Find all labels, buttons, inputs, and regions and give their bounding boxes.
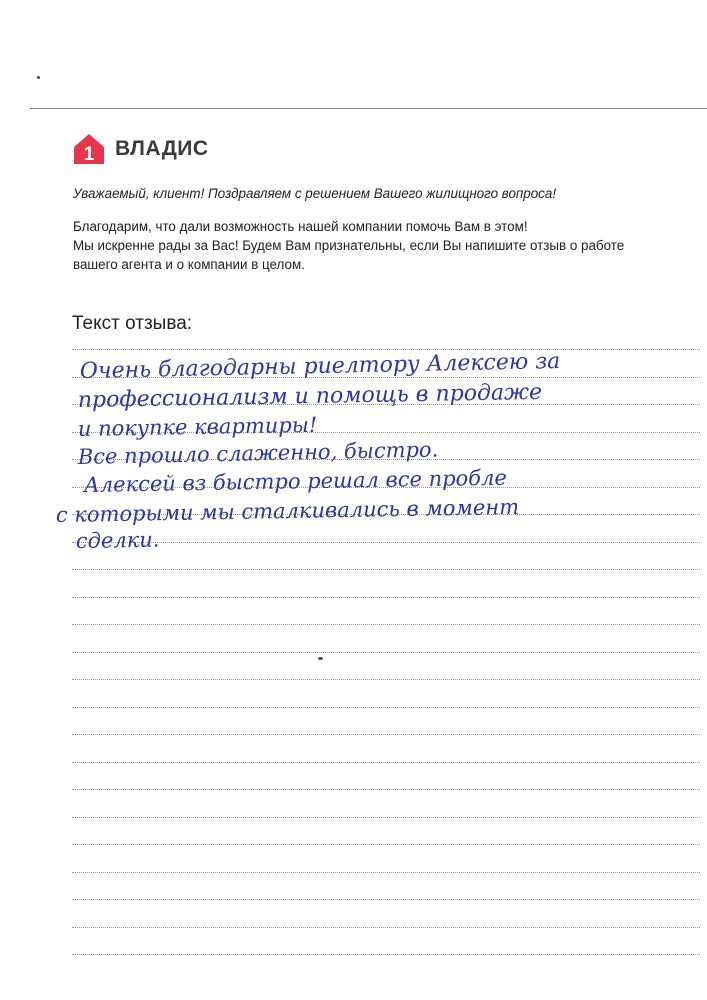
scan-speck xyxy=(318,657,323,660)
handwritten-line: с которыми мы сталкивались в момент xyxy=(55,494,520,527)
scan-speck xyxy=(37,76,40,79)
review-title: Текст отзыва: xyxy=(72,313,193,334)
logo-digit: 1 xyxy=(83,144,95,165)
greeting-text: Уважаемый, клиент! Поздравляем с решением Вашего жилищного вопроса! xyxy=(73,186,557,201)
thanks-line: вашего агента и о компании в целом. xyxy=(73,257,305,272)
thanks-line: Благодарим, что дали возможность нашей компании помочь Вам в этом! xyxy=(73,219,528,234)
handwritten-line: и покупке квартиры! xyxy=(77,412,318,441)
handwritten-line: сделки. xyxy=(75,527,160,553)
brand-name: ВЛАДИС xyxy=(115,137,209,160)
handwritten-line: Все прошло слаженно, быстро. xyxy=(77,437,439,469)
handwritten-line: профессионализм и помощь в продаже xyxy=(77,379,543,413)
handwritten-line: Алексей вз быстро решал все пробле xyxy=(83,465,508,497)
thanks-line: Мы искренне рады за Вас! Будем Вам признательны, если Вы напишите отзыв о работе xyxy=(73,238,625,253)
handwritten-line: Очень благодарны риелтору Алексею за xyxy=(79,348,561,384)
